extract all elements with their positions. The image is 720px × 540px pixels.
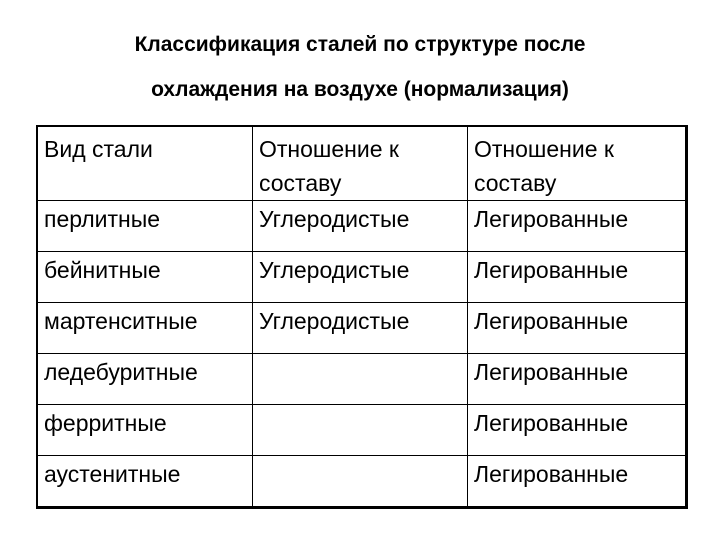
cell-carbon	[253, 456, 468, 507]
table-row	[38, 354, 686, 405]
header-cell-composition-carbon: Отношение к составу	[253, 127, 468, 201]
cell-carbon	[253, 354, 468, 405]
cell-steel-type: мартенситные	[38, 303, 253, 354]
table-row	[38, 252, 686, 303]
cell-steel-type: бейнитные	[38, 252, 253, 303]
cell-alloy: Легированные	[468, 354, 686, 405]
page-title-line-2: охлаждения на воздухе (нормализация)	[151, 78, 569, 101]
cell-steel-type: ферритные	[38, 405, 253, 456]
cell-carbon: Углеродистые	[253, 201, 468, 252]
cell-steel-type: ледебуритные	[38, 354, 253, 405]
cell-steel-type: перлитные	[38, 201, 253, 252]
table-row	[38, 456, 686, 507]
table-row	[38, 201, 686, 252]
cell-alloy: Легированные	[468, 252, 686, 303]
header-cell-steel-type: Вид стали	[38, 127, 253, 201]
cell-alloy: Легированные	[468, 456, 686, 507]
cell-carbon: Углеродистые	[253, 303, 468, 354]
cell-alloy: Легированные	[468, 405, 686, 456]
page-title-line-1: Классификация сталей по структуре после	[134, 33, 586, 56]
table-row	[38, 303, 686, 354]
cell-alloy: Легированные	[468, 201, 686, 252]
table-row	[38, 405, 686, 456]
cell-carbon	[253, 405, 468, 456]
cell-carbon: Углеродистые	[253, 252, 468, 303]
cell-alloy: Легированные	[468, 303, 686, 354]
header-cell-composition-alloy: Отношение к составу	[468, 127, 686, 201]
cell-steel-type: аустенитные	[38, 456, 253, 507]
table-header-row	[38, 127, 686, 201]
steel-classification-table	[37, 126, 686, 507]
